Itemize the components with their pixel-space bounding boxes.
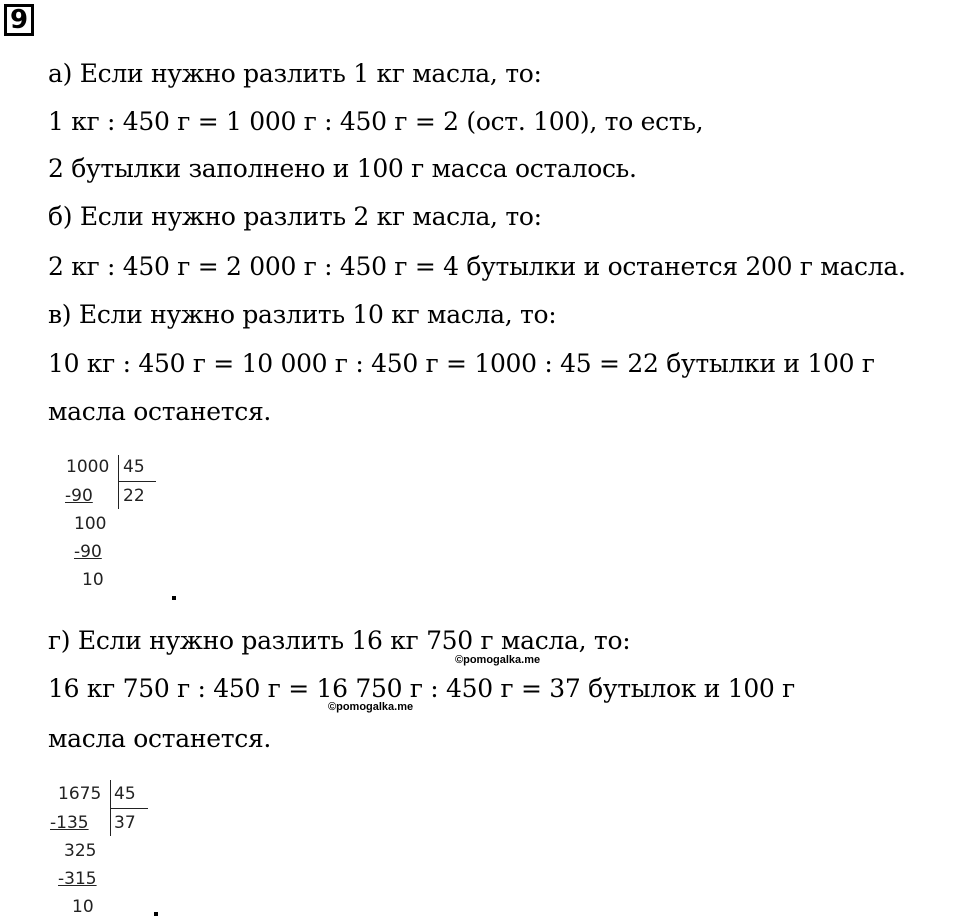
part-d-calculation: 16 кг 750 г : 450 г = 16 750 г : 450 г = 37 бутылок и 100 г bbox=[48, 674, 795, 703]
division-1-vertical-bar bbox=[118, 455, 119, 509]
part-b-calculation: 2 кг : 450 г = 2 000 г : 450 г = 4 бутылки и останется 200 г масла. bbox=[48, 252, 906, 281]
long-division-2 bbox=[50, 780, 170, 920]
task-number-box: 9 bbox=[4, 4, 34, 36]
division-1-remainder: 10 bbox=[82, 570, 104, 590]
division-1-partial: 100 bbox=[74, 514, 107, 534]
part-a-conclusion: 2 бутылки заполнено и 100 г масса осталось. bbox=[48, 154, 637, 183]
division-2-subtract-1: -135 bbox=[50, 813, 89, 833]
watermark-text: ©pomogalka.me bbox=[455, 654, 541, 666]
division-2-dividend: 1675 bbox=[58, 784, 102, 804]
part-c-heading: в) Если нужно разлить 10 кг масла, то: bbox=[48, 300, 557, 329]
part-a-heading: а) Если нужно разлить 1 кг масла, то: bbox=[48, 59, 542, 88]
division-1-subtract-2: -90 bbox=[74, 542, 102, 562]
watermark-text: ©pomogalka.me bbox=[328, 701, 414, 713]
period-dot bbox=[172, 596, 176, 600]
division-2-horizontal-bar bbox=[110, 808, 148, 809]
part-a-calculation: 1 кг : 450 г = 1 000 г : 450 г = 2 (ост. 100), то есть, bbox=[48, 107, 704, 136]
division-1-quotient: 22 bbox=[123, 486, 145, 506]
part-d-heading: г) Если нужно разлить 16 кг 750 г масла, то: bbox=[48, 626, 631, 655]
division-1-dividend: 1000 bbox=[66, 457, 110, 477]
part-c-conclusion: масла останется. bbox=[48, 397, 272, 426]
long-division-1 bbox=[60, 455, 180, 595]
division-2-subtract-2: -315 bbox=[58, 869, 97, 889]
division-1-divisor: 45 bbox=[123, 457, 145, 477]
period-dot bbox=[154, 912, 158, 916]
division-1-horizontal-bar bbox=[118, 481, 156, 482]
division-2-partial: 325 bbox=[64, 841, 97, 861]
part-b-heading: б) Если нужно разлить 2 кг масла, то: bbox=[48, 202, 542, 231]
division-1-subtract-1: -90 bbox=[65, 486, 93, 506]
part-d-conclusion: масла останется. bbox=[48, 724, 272, 753]
division-2-quotient: 37 bbox=[114, 813, 136, 833]
division-2-divisor: 45 bbox=[114, 784, 136, 804]
division-2-remainder: 10 bbox=[72, 897, 94, 917]
part-c-calculation: 10 кг : 450 г = 10 000 г : 450 г = 1000 : 45 = 22 бутылки и 100 г bbox=[48, 349, 875, 378]
